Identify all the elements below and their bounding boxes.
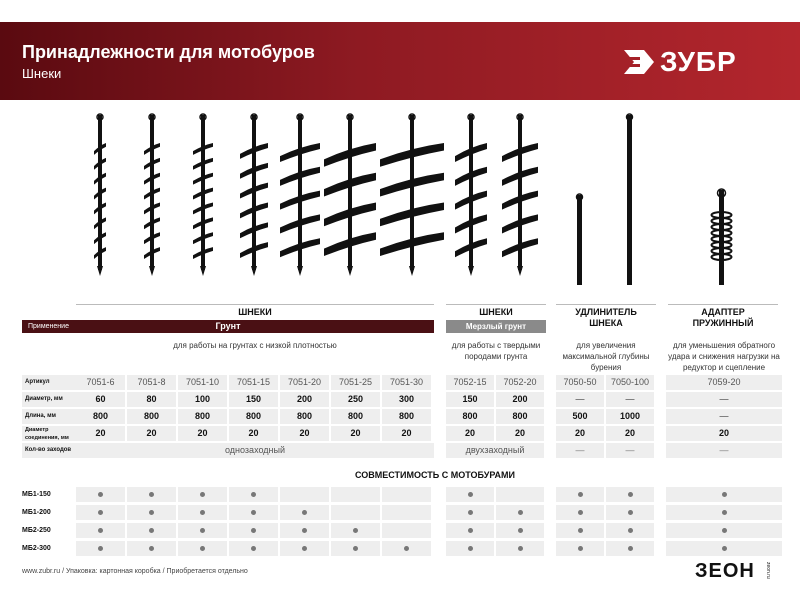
compat-cell bbox=[229, 487, 278, 502]
compat-dot bbox=[353, 528, 358, 533]
compat-dot bbox=[468, 546, 473, 551]
compat-dot bbox=[518, 546, 523, 551]
compat-dot bbox=[353, 546, 358, 551]
compat-cell bbox=[331, 523, 380, 538]
row-label-length: Длина, мм bbox=[22, 409, 76, 424]
product-illustrations bbox=[0, 105, 800, 295]
compat-cell bbox=[496, 541, 544, 556]
compat-cell bbox=[382, 505, 431, 520]
compat-dot bbox=[149, 528, 154, 533]
compat-cell bbox=[178, 487, 227, 502]
compat-cell bbox=[556, 541, 604, 556]
length-cell: 800 bbox=[76, 409, 125, 424]
diameter-cell: 300 bbox=[382, 392, 431, 407]
compat-dot bbox=[628, 492, 633, 497]
compat-dot bbox=[98, 546, 103, 551]
compat-cell bbox=[606, 523, 654, 538]
compat-cell bbox=[76, 523, 125, 538]
compat-cell bbox=[178, 523, 227, 538]
description-adapter: для уменьшения обратного удара и снижения нагрузки на редуктор и сцепление bbox=[668, 341, 780, 372]
length-cell: 800 bbox=[280, 409, 329, 424]
row-label-conn: Диаметр соединения, мм bbox=[22, 426, 76, 441]
entries-cell-soil: однозаходный bbox=[76, 443, 434, 458]
auger-6-tip bbox=[347, 266, 353, 276]
compat-dot bbox=[578, 546, 583, 551]
auger-9-tip bbox=[517, 266, 523, 276]
compat-cell bbox=[446, 505, 494, 520]
compat-dot bbox=[251, 510, 256, 515]
compat-dot bbox=[628, 510, 633, 515]
compat-cell bbox=[76, 505, 125, 520]
extension-long bbox=[627, 115, 632, 285]
compat-cell bbox=[556, 487, 604, 502]
article-cell: 7051-6 bbox=[76, 375, 125, 390]
entries-cell-adapter: — bbox=[666, 443, 782, 458]
conn-cell: 20 bbox=[127, 426, 176, 441]
compat-dot bbox=[302, 546, 307, 551]
compat-cell bbox=[331, 505, 380, 520]
article-cell: 7059-20 bbox=[666, 375, 782, 390]
diameter-cell: 200 bbox=[496, 392, 544, 407]
compat-dot bbox=[302, 510, 307, 515]
article-cell: 7051-25 bbox=[331, 375, 380, 390]
compat-dot bbox=[404, 546, 409, 551]
conn-cell: 20 bbox=[76, 426, 125, 441]
compat-cell bbox=[280, 505, 329, 520]
compat-dot bbox=[518, 528, 523, 533]
length-cell: 800 bbox=[127, 409, 176, 424]
row-label-diameter: Диаметр, мм bbox=[22, 392, 76, 407]
compat-model-label: МБ2-300 bbox=[22, 545, 51, 552]
compat-cell bbox=[331, 487, 380, 502]
auger-2-tip bbox=[149, 266, 155, 276]
auger-5-tip bbox=[297, 266, 303, 276]
compat-model-label: МБ1-200 bbox=[22, 509, 51, 516]
length-cell: 800 bbox=[382, 409, 431, 424]
conn-cell: 20 bbox=[280, 426, 329, 441]
auger-7-tip bbox=[409, 266, 415, 276]
length-cell: 500 bbox=[556, 409, 604, 424]
compat-cell bbox=[556, 523, 604, 538]
compat-cell bbox=[229, 523, 278, 538]
compat-dot bbox=[200, 546, 205, 551]
length-cell: 800 bbox=[446, 409, 494, 424]
diameter-cell: — bbox=[606, 392, 654, 407]
compat-dot bbox=[149, 546, 154, 551]
conn-cell: 20 bbox=[556, 426, 604, 441]
diameter-cell: 100 bbox=[178, 392, 227, 407]
compat-cell bbox=[382, 523, 431, 538]
conn-cell: 20 bbox=[496, 426, 544, 441]
compat-cell bbox=[280, 487, 329, 502]
compat-cell bbox=[382, 541, 431, 556]
compat-dot bbox=[578, 528, 583, 533]
diameter-cell: 60 bbox=[76, 392, 125, 407]
conn-cell: 20 bbox=[382, 426, 431, 441]
entries-cell-ext: — bbox=[556, 443, 604, 458]
compat-cell bbox=[382, 487, 431, 502]
adapter-shaft bbox=[719, 190, 724, 285]
compat-cell bbox=[666, 505, 782, 520]
compat-dot bbox=[251, 492, 256, 497]
divider bbox=[668, 304, 778, 305]
compat-cell bbox=[280, 541, 329, 556]
application-bar-soil bbox=[22, 320, 434, 333]
compat-dot bbox=[251, 546, 256, 551]
compat-cell bbox=[331, 541, 380, 556]
compat-dot bbox=[200, 492, 205, 497]
compat-cell bbox=[606, 487, 654, 502]
compat-dot bbox=[578, 510, 583, 515]
divider bbox=[446, 304, 546, 305]
auger-1-tip bbox=[97, 266, 103, 276]
conn-cell: 20 bbox=[606, 426, 654, 441]
brand-name: ЗУБР bbox=[660, 46, 737, 77]
auger-4-tip bbox=[251, 266, 257, 276]
article-cell: 7051-15 bbox=[229, 375, 278, 390]
length-cell: 800 bbox=[331, 409, 380, 424]
compat-dot bbox=[302, 528, 307, 533]
row-label-entries: Кол-во заходов bbox=[22, 443, 76, 458]
conn-cell: 20 bbox=[229, 426, 278, 441]
compat-cell bbox=[496, 487, 544, 502]
compat-dot bbox=[98, 492, 103, 497]
compat-dot bbox=[149, 510, 154, 515]
article-cell: 7051-20 bbox=[280, 375, 329, 390]
diameter-cell: — bbox=[666, 392, 782, 407]
compat-cell bbox=[178, 505, 227, 520]
description-frozen: для работы с твердыми породами грунта bbox=[451, 341, 541, 361]
compat-cell bbox=[496, 523, 544, 538]
compat-dot bbox=[722, 510, 727, 515]
compat-dot bbox=[468, 492, 473, 497]
compat-dot bbox=[251, 528, 256, 533]
diameter-cell: 150 bbox=[229, 392, 278, 407]
article-cell: 7051-10 bbox=[178, 375, 227, 390]
compat-cell bbox=[76, 487, 125, 502]
compat-cell bbox=[606, 505, 654, 520]
header-banner bbox=[0, 22, 800, 100]
compat-cell bbox=[127, 523, 176, 538]
compat-dot bbox=[722, 528, 727, 533]
row-label-article: Артикул bbox=[22, 375, 76, 390]
partner-logo: ЗЕОН bbox=[695, 560, 755, 582]
diameter-cell: 80 bbox=[127, 392, 176, 407]
compat-dot bbox=[200, 510, 205, 515]
compat-dot bbox=[518, 510, 523, 515]
compat-cell bbox=[666, 523, 782, 538]
extension-short bbox=[577, 195, 582, 285]
diameter-cell: 200 bbox=[280, 392, 329, 407]
compat-cell bbox=[666, 487, 782, 502]
compat-cell bbox=[127, 541, 176, 556]
article-cell: 7050-100 bbox=[606, 375, 654, 390]
entries-cell-ext: — bbox=[606, 443, 654, 458]
compat-dot bbox=[578, 492, 583, 497]
compat-dot bbox=[98, 528, 103, 533]
diameter-cell: 250 bbox=[331, 392, 380, 407]
conn-cell: 20 bbox=[446, 426, 494, 441]
length-cell: 1000 bbox=[606, 409, 654, 424]
compat-model-label: МБ2-250 bbox=[22, 527, 51, 534]
page-title: Принадлежности для мотобуров bbox=[22, 42, 315, 62]
compat-cell bbox=[446, 541, 494, 556]
compat-dot bbox=[200, 528, 205, 533]
length-cell: 800 bbox=[496, 409, 544, 424]
compat-dot bbox=[149, 492, 154, 497]
section-augers-frozen: ШНЕКИ bbox=[479, 307, 513, 317]
compat-dot bbox=[468, 510, 473, 515]
auger-3-tip bbox=[200, 266, 206, 276]
compat-cell bbox=[178, 541, 227, 556]
application-frozen: Мерзлый грунт bbox=[446, 320, 546, 333]
compat-cell bbox=[666, 541, 782, 556]
compat-cell bbox=[556, 505, 604, 520]
auger-8-tip bbox=[468, 266, 474, 276]
article-cell: 7050-50 bbox=[556, 375, 604, 390]
compat-dot bbox=[98, 510, 103, 515]
divider bbox=[76, 304, 434, 305]
compat-cell bbox=[229, 505, 278, 520]
description-soil: для работы на грунтах с низкой плотностью bbox=[173, 341, 337, 350]
compat-dot bbox=[628, 528, 633, 533]
conn-cell: 20 bbox=[666, 426, 782, 441]
section-adapter: АДАПТЕР ПРУЖИННЫЙ bbox=[692, 307, 754, 328]
brand-logo bbox=[622, 44, 782, 80]
brand-arrows-icon bbox=[622, 44, 656, 80]
compat-dot bbox=[628, 546, 633, 551]
compat-cell bbox=[229, 541, 278, 556]
compat-cell bbox=[446, 487, 494, 502]
page-subtitle: Шнеки bbox=[22, 66, 62, 81]
application-soil: Грунт bbox=[215, 321, 241, 331]
compat-dot bbox=[468, 528, 473, 533]
compat-cell bbox=[127, 505, 176, 520]
compat-cell bbox=[76, 541, 125, 556]
section-augers: ШНЕКИ bbox=[238, 307, 272, 317]
section-extension: УДЛИНИТЕЛЬ ШНЕКА bbox=[575, 307, 637, 328]
application-label: Применение bbox=[28, 323, 69, 330]
article-cell: 7051-8 bbox=[127, 375, 176, 390]
length-cell: 800 bbox=[229, 409, 278, 424]
footer-text: www.zubr.ru / Упаковка: картонная коробка / Приобретается отдельно bbox=[22, 568, 248, 575]
compat-cell bbox=[127, 487, 176, 502]
conn-cell: 20 bbox=[331, 426, 380, 441]
compat-cell bbox=[606, 541, 654, 556]
description-extension: для увеличения максимальной глубины бурения bbox=[562, 341, 650, 372]
article-cell: 7051-30 bbox=[382, 375, 431, 390]
conn-cell: 20 bbox=[178, 426, 227, 441]
compat-cell bbox=[446, 523, 494, 538]
diameter-cell: — bbox=[556, 392, 604, 407]
compat-model-label: МБ1-150 bbox=[22, 491, 51, 498]
length-cell: — bbox=[666, 409, 782, 424]
divider bbox=[556, 304, 656, 305]
compat-title: СОВМЕСТИМОСТЬ С МОТОБУРАМИ bbox=[354, 470, 516, 480]
length-cell: 800 bbox=[178, 409, 227, 424]
compat-cell bbox=[496, 505, 544, 520]
entries-cell-frozen: двухзаходный bbox=[446, 443, 544, 458]
diameter-cell: 150 bbox=[446, 392, 494, 407]
compat-dot bbox=[722, 492, 727, 497]
partner-logo-small: zeon.ru bbox=[765, 562, 771, 579]
article-cell: 7052-15 bbox=[446, 375, 494, 390]
article-cell: 7052-20 bbox=[496, 375, 544, 390]
compat-dot bbox=[722, 546, 727, 551]
compat-cell bbox=[280, 523, 329, 538]
